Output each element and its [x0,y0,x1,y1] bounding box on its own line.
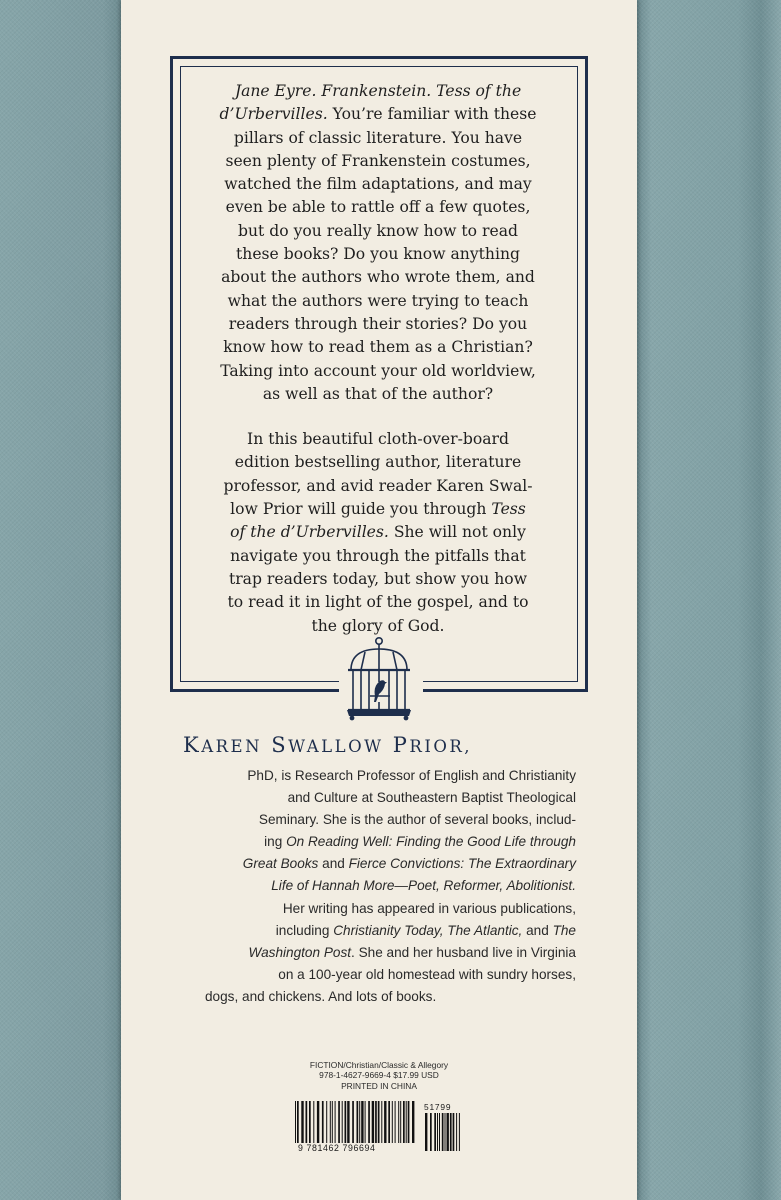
barcode-bar [335,1101,336,1143]
barcode-bar [450,1113,452,1151]
cloth-cover-right [637,0,781,1200]
blurb-p1-line: what the authors were trying to teach [227,291,529,310]
author-smallcaps: RIOR, [409,737,473,756]
barcode-bar [359,1101,360,1143]
barcode-bar [447,1113,449,1151]
blurb-p1-line: d’Urbervilles. You’re familiar with these [219,105,537,124]
bio-line: Great Books and Fierce Convictions: The Extraordinary [242,856,576,872]
birdcage-icon [343,636,415,722]
blurb-p2-line: low Prior will guide you through Tess [230,500,526,519]
blurb-p1-line: as well as that of the author? [262,384,494,403]
blurb-p1-line: seen plenty of Frankenstein costumes, [225,151,531,170]
barcode-bar [398,1101,399,1143]
barcode-bar [361,1101,363,1143]
blurb-p2-line: to read it in light of the gospel, and to [227,593,529,612]
barcode-bar [295,1101,296,1143]
blurb-paragraph-1 [179,80,577,406]
barcode-bar [332,1101,333,1143]
barcode-bar [392,1101,393,1143]
barcode-bar [395,1101,396,1143]
barcode-bar [439,1113,440,1151]
back-cover-paper [121,0,637,1200]
barcode-bar [375,1101,377,1143]
barcode-bar [309,1101,311,1143]
barcode-bar [381,1101,382,1143]
blurb-p1-line: readers through their stories? Do you [228,314,528,333]
bio-line: on a 100-year old homestead with sundry horses, [278,966,576,982]
imprint-info [301,1060,457,1091]
cloth-cover-left [0,0,121,1200]
author-initial: K [183,733,202,757]
barcode-bar [434,1113,436,1151]
blurb-p1-line: know how to read them as a Christian? [223,338,533,357]
author-bio [183,765,576,1008]
barcode-main [294,1101,420,1143]
author-initial: S [271,733,289,757]
barcode-bar [453,1113,455,1151]
barcode-bar [437,1113,438,1151]
blurb-p1-line: pillars of classic literature. You have [233,128,523,147]
bio-line: Seminary. She is the author of several books, includ- [258,812,576,828]
barcode-bar [330,1101,331,1143]
barcode-bar [384,1101,386,1143]
blurb-p1-line: Taking into account your old worldview, [220,361,536,380]
blurb-p2-line: the glory of God. [311,616,445,635]
blurb-p1-line: these books? Do you know anything [236,245,520,264]
barcode-bar [357,1101,359,1143]
printed-in: PRINTED IN CHINA [341,1080,417,1091]
blurb-p1-line: even be able to rattle off a few quotes, [225,198,531,217]
barcode-isbn-digits: 9 781462 796694 [298,1143,376,1153]
barcode-bar [347,1101,349,1143]
bisac-category: FICTION/Christian/Classic & Allegory [309,1060,449,1070]
barcode-bar [388,1101,390,1143]
barcode-bar [412,1101,414,1143]
blurb-p1-line: watched the film adaptations, and may [224,175,532,194]
author-smallcaps: WALLOW [288,737,384,756]
blurb-p2-line: In this beautiful cloth-over-board [247,430,509,449]
barcode-bar [338,1101,340,1143]
blurb-p2-line: navigate you through the pitfalls that [230,546,526,565]
blurb-p2-line: trap readers today, but show you how [228,569,528,588]
barcode-bar [313,1101,314,1143]
barcode-bar [322,1101,324,1143]
bio-line: ing On Reading Well: Finding the Good Life through [264,834,576,850]
bio-line: Washington Post. She and her husband live in Virginia [248,944,576,960]
barcode-bar [400,1101,401,1143]
barcode-bar [352,1101,354,1143]
barcode-addon [424,1113,466,1151]
barcode-bar [365,1101,366,1143]
blurb-text [179,80,577,660]
bio-line: and Culture at Southeastern Baptist Theological [287,790,576,806]
bio-line: Life of Hannah More—Poet, Reformer, Abolitionist. [271,878,576,894]
blurb-p2-line: edition bestselling author, literature [234,453,522,472]
barcode-bar [403,1101,405,1143]
barcode-bar [408,1101,410,1143]
barcode-bar [326,1101,327,1143]
barcode-bar [301,1101,303,1143]
barcode-bar [342,1101,343,1143]
blurb-paragraph-2 [179,428,577,638]
barcode-bar [345,1101,347,1143]
isbn-barcode [294,1097,469,1155]
author-smallcaps: AREN [201,737,263,756]
barcode-bar [306,1101,308,1143]
bio-line: PhD, is Research Professor of English and Christianity [247,768,576,783]
author-initial: P [392,733,410,757]
bio-line: dogs, and chickens. And lots of books. [205,988,437,1004]
barcode-bar [297,1101,299,1143]
barcode-bar [442,1113,444,1151]
barcode-bar [317,1101,319,1143]
barcode-bar [368,1101,370,1143]
barcode-bar [378,1101,380,1143]
blurb-p2-line: professor, and avid reader Karen Swal- [223,476,533,495]
blurb-p2-line: of the d’Urbervilles. She will not only [230,523,526,542]
bio-line: including Christianity Today, The Atlantic, and The [275,922,576,938]
blurb-p1-line: Jane Eyre. Frankenstein. Tess of the [234,82,522,100]
barcode-bar [425,1113,427,1151]
isbn-price: 978-1-4627-9669-4 $17.99 USD [319,1070,439,1081]
barcode-bar [459,1113,460,1151]
bio-line: Her writing has appeared in various publications, [282,900,576,916]
barcode-price-code: 51799 [424,1102,452,1112]
blurb-p1-line: but do you really know how to read [238,221,518,240]
barcode-bar [372,1101,374,1143]
author-name-heading [183,733,581,757]
barcode-bar [456,1113,457,1151]
barcode-bar [406,1101,407,1143]
barcode-bar [430,1113,432,1151]
barcode-bar [445,1113,446,1151]
blurb-p1-line: about the authors who wrote them, and [221,268,535,287]
